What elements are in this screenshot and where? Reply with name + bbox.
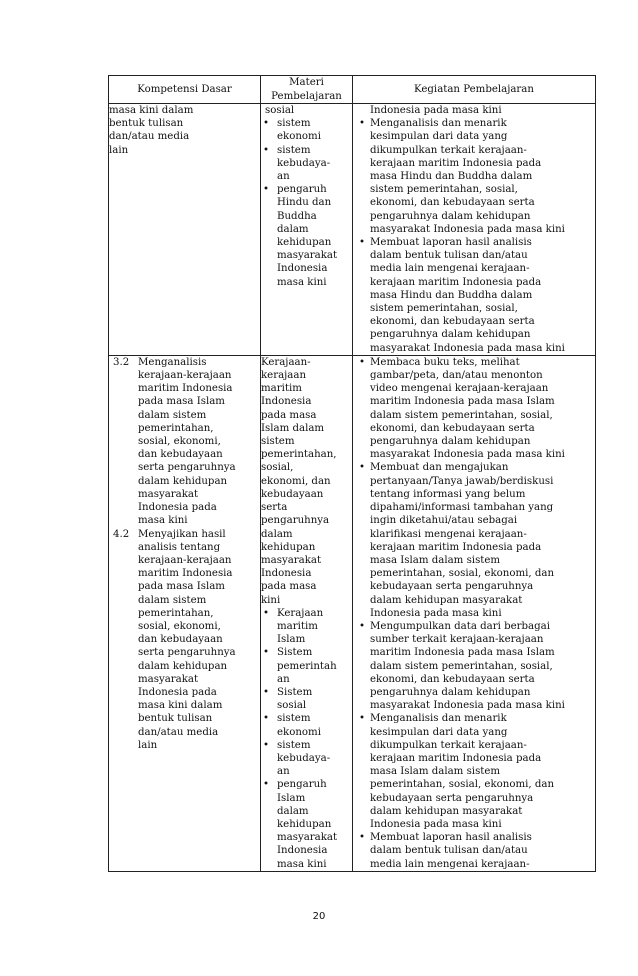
kd-text-line: analisis tentang bbox=[138, 541, 221, 553]
text-line: masyarakat Indonesia pada masa kini bbox=[370, 223, 565, 235]
text-line: • sistem bbox=[277, 118, 311, 130]
text-line: masa kini bbox=[277, 858, 327, 870]
text-line: sosial bbox=[277, 700, 307, 712]
materi-text-line: sistem bbox=[261, 436, 295, 448]
text-line: dalam sistem pemerintahan, sosial, bbox=[370, 409, 553, 421]
text-line: pengaruhnya dalam kehidupan bbox=[370, 329, 531, 341]
text-line: an bbox=[277, 766, 290, 778]
text-line: an bbox=[277, 171, 290, 183]
text-line: ekonomi, dan kebudayaan serta bbox=[370, 673, 535, 685]
text-line: masa Hindu dan Buddha dalam bbox=[370, 289, 533, 301]
text-line: • Menganalisis dan menarik bbox=[370, 713, 507, 725]
text-line: ekonomi bbox=[277, 131, 321, 143]
text-line: maritim Indonesia pada masa Islam bbox=[370, 396, 555, 408]
kd-text-line: dan kebudayaan bbox=[138, 449, 223, 461]
text-line: Buddha bbox=[277, 210, 317, 222]
materi-text-line: dalam bbox=[261, 528, 293, 540]
kegiatan-text-line: Indonesia pada masa kini bbox=[370, 105, 502, 116]
materi-bullet-item bbox=[261, 607, 352, 647]
materi-text-line: kebudayaan bbox=[261, 488, 324, 500]
kd-item bbox=[109, 356, 256, 528]
kd-text-line: Indonesia pada bbox=[138, 502, 217, 514]
text-line: sumber terkait kerajaan-kerajaan bbox=[370, 634, 544, 646]
text-line: kebudayaan serta pengaruhnya bbox=[370, 581, 534, 593]
text-line: • Sistem bbox=[277, 686, 313, 698]
kd-text-line: masyarakat bbox=[138, 673, 199, 685]
text-line: ekonomi, dan kebudayaan serta bbox=[370, 422, 535, 434]
text-line: ekonomi, dan kebudayaan serta bbox=[370, 197, 535, 209]
text-line: dalam bentuk tulisan dan/atau bbox=[370, 250, 528, 262]
kd-text-line: dan/atau media bbox=[109, 131, 190, 143]
kd-item bbox=[109, 528, 256, 752]
kd-text-line: lain bbox=[109, 144, 129, 156]
text-line: tentang informasi yang belum bbox=[370, 488, 526, 500]
row1-kompetensi-cell bbox=[109, 104, 261, 356]
materi-text-line: Islam dalam bbox=[261, 422, 325, 434]
table-row bbox=[109, 104, 596, 356]
text-line: kesimpulan dari data yang bbox=[370, 131, 508, 143]
text-line: • sistem bbox=[277, 713, 311, 725]
materi-text-line: pada masa bbox=[261, 581, 317, 593]
text-line: kesimpulan dari data yang bbox=[370, 726, 508, 738]
text-line: kebudayaan serta pengaruhnya bbox=[370, 792, 534, 804]
text-line: media lain mengenai kerajaan- bbox=[370, 263, 530, 275]
row1-kegiatan-cell bbox=[353, 104, 596, 356]
kd-text-line: dalam kehidupan bbox=[138, 660, 228, 672]
text-line: • Menganalisis dan menarik bbox=[370, 118, 507, 130]
text-line: • sistem bbox=[277, 144, 311, 156]
header-materi-pembelajaran: Materi Pembelajaran bbox=[261, 76, 353, 104]
row1-materi-cell bbox=[261, 104, 353, 356]
kd-text-line: dalam kehidupan bbox=[138, 475, 228, 487]
text-line: kehidupan bbox=[277, 818, 332, 830]
page-number: 20 bbox=[312, 911, 326, 922]
text-line: pemerintahan, sosial, ekonomi, dan bbox=[370, 568, 555, 580]
materi-text-line: kehidupan bbox=[261, 541, 316, 553]
materi-text-line: ekonomi, dan bbox=[261, 475, 331, 487]
text-line: dalam bentuk tulisan dan/atau bbox=[370, 845, 528, 857]
text-line: sistem pemerintahan, sosial, bbox=[370, 184, 518, 196]
kd-text-line: kerajaan-kerajaan bbox=[138, 370, 232, 382]
text-line: masyarakat bbox=[277, 832, 338, 844]
materi-bullet-item bbox=[261, 739, 352, 779]
materi-bullet-item bbox=[261, 144, 352, 184]
curriculum-table bbox=[108, 75, 596, 872]
text-line: Indonesia pada masa kini bbox=[370, 607, 502, 619]
kd-text-line: sosial, ekonomi, bbox=[138, 620, 221, 632]
text-line: pengaruhnya dalam kehidupan bbox=[370, 686, 531, 698]
text-line: • Sistem bbox=[277, 647, 313, 659]
text-line: kerajaan maritim Indonesia pada bbox=[370, 541, 542, 553]
kd-text-line: sosial, ekonomi, bbox=[138, 436, 221, 448]
text-line: Indonesia pada masa kini bbox=[370, 818, 502, 830]
kegiatan-bullet-item bbox=[353, 117, 595, 236]
text-line: • Membuat laporan hasil analisis bbox=[370, 832, 532, 844]
kd-text-line: Menganalisis bbox=[138, 356, 207, 368]
text-line: masyarakat Indonesia pada masa kini bbox=[370, 700, 565, 712]
text-line: Islam bbox=[277, 634, 306, 646]
text-line: sistem pemerintahan, sosial, bbox=[370, 303, 518, 315]
kd-text-line: bentuk tulisan bbox=[138, 713, 213, 725]
kd-text-line: pada masa Islam bbox=[138, 396, 225, 408]
row2-kegiatan-cell bbox=[353, 355, 596, 871]
text-line: dalam sistem pemerintahan, sosial, bbox=[370, 660, 553, 672]
text-line: dikumpulkan terkait kerajaan- bbox=[370, 144, 527, 156]
header-row bbox=[109, 76, 596, 104]
text-line: masyarakat Indonesia pada masa kini bbox=[370, 449, 565, 461]
text-line: masa Islam dalam sistem bbox=[370, 554, 501, 566]
kd-number: 4.2 bbox=[113, 528, 130, 540]
text-line: pengaruhnya dalam kehidupan bbox=[370, 210, 531, 222]
text-line: kehidupan bbox=[277, 237, 332, 249]
text-line: masyarakat Indonesia pada masa kini bbox=[370, 342, 565, 354]
text-line: an bbox=[277, 673, 290, 685]
kd-text-line: maritim Indonesia bbox=[138, 568, 233, 580]
text-line: • Membaca buku teks, melihat bbox=[370, 356, 520, 368]
kd-text-line: Indonesia pada bbox=[138, 686, 217, 698]
text-line: dipahami/informasi tambahan yang bbox=[370, 502, 554, 514]
text-line: media lain mengenai kerajaan- bbox=[370, 858, 530, 870]
text-line: kerajaan maritim Indonesia pada bbox=[370, 157, 542, 169]
materi-text-line: kini bbox=[261, 594, 281, 606]
materi-text-line: sosial, bbox=[261, 462, 294, 474]
text-line: ingin diketahui/atau sebagai bbox=[370, 515, 518, 527]
text-line: pemerintah bbox=[277, 660, 337, 672]
kegiatan-bullet-item bbox=[353, 712, 595, 831]
text-line: masa Hindu dan Buddha dalam bbox=[370, 171, 533, 183]
kd-text-line: dalam sistem bbox=[138, 409, 207, 421]
kd-text-line: maritim Indonesia bbox=[138, 383, 233, 395]
kegiatan-bullet-item bbox=[353, 356, 595, 462]
materi-text-line: pemerintahan, bbox=[261, 449, 337, 461]
table-row bbox=[109, 355, 596, 871]
materi-text-line: serta bbox=[261, 502, 288, 514]
materi-bullet-item bbox=[261, 183, 352, 289]
text-line: dalam kehidupan masyarakat bbox=[370, 594, 523, 606]
text-line: maritim Indonesia pada masa Islam bbox=[370, 647, 555, 659]
header-kompetensi-dasar: Kompetensi Dasar bbox=[109, 76, 261, 104]
materi-text-line: Kerajaan- bbox=[261, 356, 311, 368]
text-line: dalam bbox=[277, 223, 309, 235]
text-line: dalam bbox=[277, 805, 309, 817]
text-line: kerajaan maritim Indonesia pada bbox=[370, 276, 542, 288]
text-line: Islam bbox=[277, 792, 306, 804]
kd-text-line: serta pengaruhnya bbox=[138, 647, 236, 659]
materi-bullet-item bbox=[261, 778, 352, 870]
text-line: • Membuat dan mengajukan bbox=[370, 462, 509, 474]
materi-bullet-item bbox=[261, 686, 352, 712]
text-line: • sistem bbox=[277, 739, 311, 751]
text-line: ekonomi bbox=[277, 726, 321, 738]
text-line: dikumpulkan terkait kerajaan- bbox=[370, 739, 527, 751]
kegiatan-bullet-item bbox=[353, 461, 595, 619]
kd-text-line: bentuk tulisan bbox=[109, 118, 184, 130]
text-line: klarifikasi mengenai kerajaan- bbox=[370, 528, 527, 540]
text-line: maritim bbox=[277, 620, 318, 632]
kd-text-line: masa kini dalam bbox=[138, 700, 223, 712]
text-line: video mengenai kerajaan-kerajaan bbox=[370, 383, 549, 395]
text-line: • Mengumpulkan data dari berbagai bbox=[370, 620, 550, 632]
kd-text-line: masyarakat bbox=[138, 488, 199, 500]
text-line: • Membuat laporan hasil analisis bbox=[370, 237, 532, 249]
kd-number: 3.2 bbox=[113, 356, 130, 368]
materi-text-line: pada masa bbox=[261, 409, 317, 421]
kegiatan-bullet-item bbox=[353, 236, 595, 355]
text-line: kebudaya- bbox=[277, 157, 331, 169]
kd-text-line: masa kini dalam bbox=[109, 105, 194, 116]
materi-bullet-item bbox=[261, 117, 352, 143]
kd-text-line: Menyajikan hasil bbox=[138, 528, 226, 540]
kegiatan-bullet-item bbox=[353, 620, 595, 712]
text-line: • Kerajaan bbox=[277, 607, 324, 619]
row2-kompetensi-cell bbox=[109, 355, 261, 871]
kd-text-line: lain bbox=[138, 739, 158, 751]
text-line: pertanyaan/Tanya jawab/berdiskusi bbox=[370, 475, 554, 487]
text-line: Hindu dan bbox=[277, 197, 332, 209]
text-line: ekonomi, dan kebudayaan serta bbox=[370, 316, 535, 328]
materi-text-line: kerajaan bbox=[261, 370, 307, 382]
text-line: masyarakat bbox=[277, 250, 338, 262]
materi-bullet-item bbox=[261, 712, 352, 738]
kd-text-line: pemerintahan, bbox=[138, 607, 214, 619]
text-line: masa Islam dalam sistem bbox=[370, 766, 501, 778]
materi-text-line: sosial bbox=[265, 105, 295, 116]
text-line: masa kini bbox=[277, 276, 327, 288]
materi-bullet-item bbox=[261, 646, 352, 686]
text-line: Indonesia bbox=[277, 263, 328, 275]
kd-text-line: pada masa Islam bbox=[138, 581, 225, 593]
text-line: dalam kehidupan masyarakat bbox=[370, 805, 523, 817]
kd-text-line: dan kebudayaan bbox=[138, 634, 223, 646]
kegiatan-bullet-item bbox=[353, 831, 595, 871]
text-line: • pengaruh bbox=[277, 779, 327, 791]
kd-text-line: serta pengaruhnya bbox=[138, 462, 236, 474]
text-line: kerajaan maritim Indonesia pada bbox=[370, 752, 542, 764]
materi-text-line: pengaruhnya bbox=[261, 515, 330, 527]
kd-text-line: dalam sistem bbox=[138, 594, 207, 606]
text-line: • pengaruh bbox=[277, 184, 327, 196]
materi-text-line: maritim bbox=[261, 383, 302, 395]
kd-text-line: kerajaan-kerajaan bbox=[138, 554, 232, 566]
materi-text-line: masyarakat bbox=[261, 554, 322, 566]
header-kegiatan-pembelajaran: Kegiatan Pembelajaran bbox=[353, 76, 596, 104]
text-line: gambar/peta, dan/atau menonton bbox=[370, 370, 543, 382]
text-line: pengaruhnya dalam kehidupan bbox=[370, 436, 531, 448]
kd-text-line: dan/atau media bbox=[138, 726, 219, 738]
text-line: kebudaya- bbox=[277, 752, 331, 764]
materi-text-line: Indonesia bbox=[261, 396, 312, 408]
text-line: Indonesia bbox=[277, 845, 328, 857]
kd-text-line: masa kini bbox=[138, 515, 188, 527]
materi-text-line: Indonesia bbox=[261, 568, 312, 580]
row2-materi-cell bbox=[261, 355, 353, 871]
text-line: pemerintahan, sosial, ekonomi, dan bbox=[370, 779, 555, 791]
kd-text-line: pemerintahan, bbox=[138, 422, 214, 434]
